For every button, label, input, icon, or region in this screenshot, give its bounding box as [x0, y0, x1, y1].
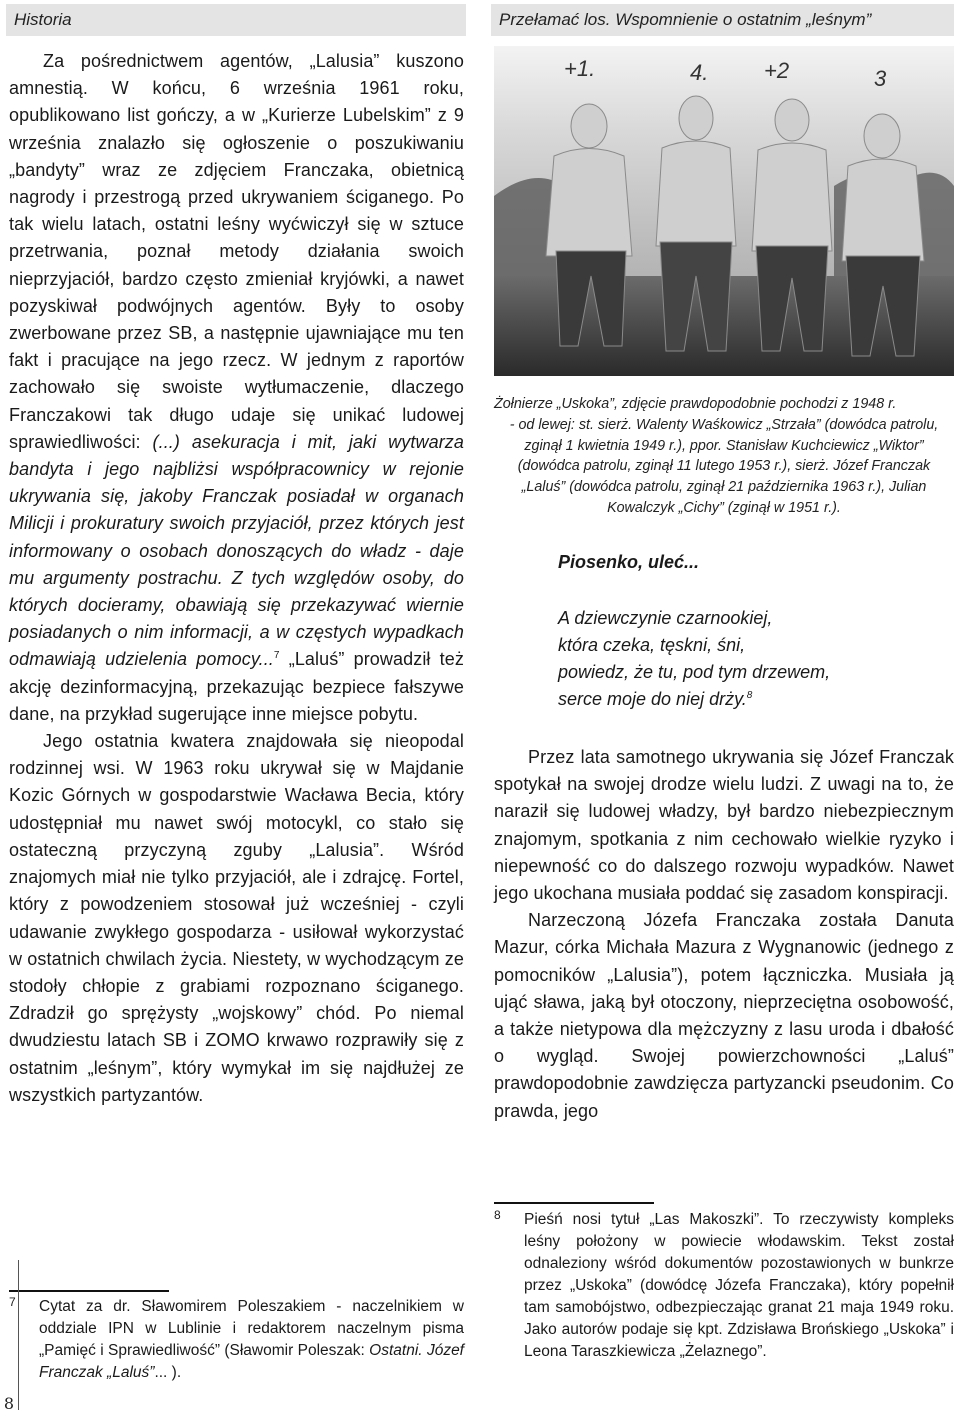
photo-annotation-1: +1. — [564, 56, 596, 81]
poem-line-4-text: serce moje do niej drży. — [558, 689, 747, 709]
header-right-text: Przełamać los. Wspomnienie o ostatnim „leśnym” — [499, 10, 872, 29]
left-paragraph-1 — [9, 48, 464, 728]
left-p1-quote: (...) asekuracja i mit, jaki wytwarza bandyta i jego najbliżsi współpracownicy w rejonie ukrywania się, jakoby Franczak posiadał w organach Milicji i prokuratury swoich przyjaciół, przez których jest informowany o osobach donoszących do władz - daje mu argumenty postrachu. Z tych względów osoby, do których docieramy, obawiają się przekazywać wiernie posiadanych o nim informacji, a w częstych wypadkach odmawiają udzielenia pomocy... — [9, 431, 464, 670]
footnote-rule-left — [9, 1290, 169, 1292]
footnote-8-text: Pieśń nosi tytuł „Las Makoszki”. To rzeczywisty kompleks leśny położony w powiecie włodawskim. Tekst został odnaleziony wśród dokumentów pozostawionych w bunkrze przez „Uskoka” (dowódcę Józefa Franczaka), który popełnił tam samobójstwo, odbezpieczając granat 21 maja 1949 roku. Jako autorów podaje się kpt. Zdzisława Brońskiego „Uskoka” i Leona Taraszkiewicza „Żelaznego”. — [524, 1211, 954, 1360]
photo-annotation-4: 4. — [690, 60, 709, 85]
footnote-7-text — [39, 1296, 464, 1384]
footnote-8 — [494, 1209, 954, 1363]
caption-details: - od lewej: st. sierż. Walenty Waśkowicz „Strzała” (dowódca patrolu, zginął 1 kwietnia 1949 r.), ppor. Stanisław Kuchciewicz „Wiktor” (dowódca patrolu, zginął 11 lutego 1953 r.), sierż. Józef Franczak „Laluś” (dowódca patrolu, zginął 21 października 1963 r.), Julian Kowalczyk „Cichy” (zginął w 1951 r.). — [509, 416, 939, 516]
header-left-text: Historia — [14, 10, 72, 29]
left-paragraph-2: Jego ostatnia kwatera znajdowała się nieopodal rodzinnej wsi. W 1963 roku ukrywał się w Majdanie Kozic Górnych w gospodarstwie Wacława Becia, który udostępniał mu nawet swój motocykl, co stało się ostateczną przyczyną zguby „Lalusia”. Wśród znajomych miał nie tylko przyjaciół, ale i zdrajcę. Fortel, który z powodzeniem stosował już wcześniej - czyli udawanie zwykłego gospodarza - usiłował wykorzystać w ostatnich chwilach życia. Niestety, w wychodzącym ze stodoły chłopie z grabiami rozpoznano ściganego. Zdradził go sprężysty „wojskowy” chód. Po niemal dwudziestu latach SB i ZOMO krwawo rozprawiły się z ostatnim „leśnym”, który wymykał im się najdłużej ze wszystkich partyzantów. — [9, 731, 464, 1105]
margin-rule — [18, 1260, 19, 1410]
poem-line-1: A dziewczynie czarnookiej, — [558, 608, 773, 628]
header-article-title — [491, 4, 954, 36]
left-p1-text-b: „Laluś” prowadził też akcję dezinformacyjną, przekazując bezpiece fałszywe dane, na przykład sugerujące inne miejsce pobytu. — [9, 649, 464, 724]
footnote-ref-7: 7 — [273, 650, 280, 662]
footnote-8-number: 8 — [494, 1208, 501, 1222]
right-paragraph-2: Narzeczoną Józefa Franczaka została Danuta Mazur, córka Michała Mazura z Wygnanowic (jednego z pomocników „Lalusia”), potem łączniczka. Musiała ją ująć sława, jaką był otoczony, nieprzeciętna osobowość, a także nietypowa dla mężczyzny z lasu uroda i dbałość o wygląd. Swojej powierzchowności „Laluś” prawdopodobnie zawdzięcza partyzancki pseudonim. Co prawda, jego — [494, 910, 954, 1121]
poem-line-3: powiedz, że tu, pod tym drzewem, — [558, 662, 831, 682]
footnote-rule-right — [494, 1202, 654, 1204]
poem — [558, 605, 830, 713]
footnote-7 — [9, 1296, 464, 1384]
caption-line-1: Żołnierze „Uskoka”, zdjęcie prawdopodobnie pochodzi z 1948 r. — [494, 396, 897, 412]
right-column — [494, 744, 954, 1125]
footnote-7-number: 7 — [9, 1295, 16, 1309]
right-paragraph-1: Przez lata samotnego ukrywania się Józef Franczak spotykał na swojej drodze wielu ludzi. Z uwagi na to, że naraził się ludowej władzy, był bardzo niebezpiecznym znajomym, spotkania z nim cechowało wielkie ryzyko i niepewność co do dalszego rozwoju wypadków. Nawet jego ukochana musiała poddać się zasadom konspiracji. — [494, 747, 954, 904]
page-number: 8 — [3, 1394, 15, 1413]
header-section-title — [6, 4, 466, 36]
historical-photo — [494, 46, 954, 376]
poem-title: Piosenko, uleć... — [558, 552, 700, 572]
photo-annotation-2: +2 — [764, 58, 790, 83]
poem-line-4 — [558, 686, 830, 713]
footnote-7-body: Cytat za dr. Sławomirem Poleszakiem - naczelnikiem w oddziale IPN w Lublinie i redaktorem naczelnym pisma „Pamięć i Sprawiedliwość” (Sławomir Poleszak: — [39, 1298, 464, 1359]
footnote-7-end: ... ). — [154, 1364, 182, 1381]
poem-line-2: która czeka, tęskni, śni, — [558, 635, 746, 655]
footnote-ref-8: 8 — [746, 690, 753, 701]
photo-caption — [494, 394, 954, 519]
footnote-7-title: Ostatni. Józef Franczak „Laluś” — [39, 1342, 464, 1381]
left-p1-text-a: Za pośrednictwem agentów, „Lalusia” kuszono amnestią. W końcu, 6 września 1961 roku, opublikowano list gończy, a w „Kurierze Lubelskim” z 9 września znalazło się ogłoszenie o poszukiwaniu „bandyty” wraz ze zdjęciem Franczaka, obietnicą nagrody i przestrogą przed ukrywaniem ściganego. Po tak wielu latach, ostatni leśny wyćwiczył się w sztuce przetrwania, poznał metody działania swoich nieprzyjaciół, bardzo często zmieniał kryjówki, a nawet pozyskiwał podwójnych agentów. Były to osoby zwerbowane przez SB, a następnie ujawniające mu ten fakt i pracujące na jego rzecz. W jednym z raportów zachowało się swoiste wytłumaczenie, dlaczego Franczakowi tak długo udaje się unikać ludowej sprawiedliwości: — [9, 51, 464, 452]
photo-annotation-3: 3 — [874, 66, 887, 91]
left-column — [9, 48, 464, 1109]
